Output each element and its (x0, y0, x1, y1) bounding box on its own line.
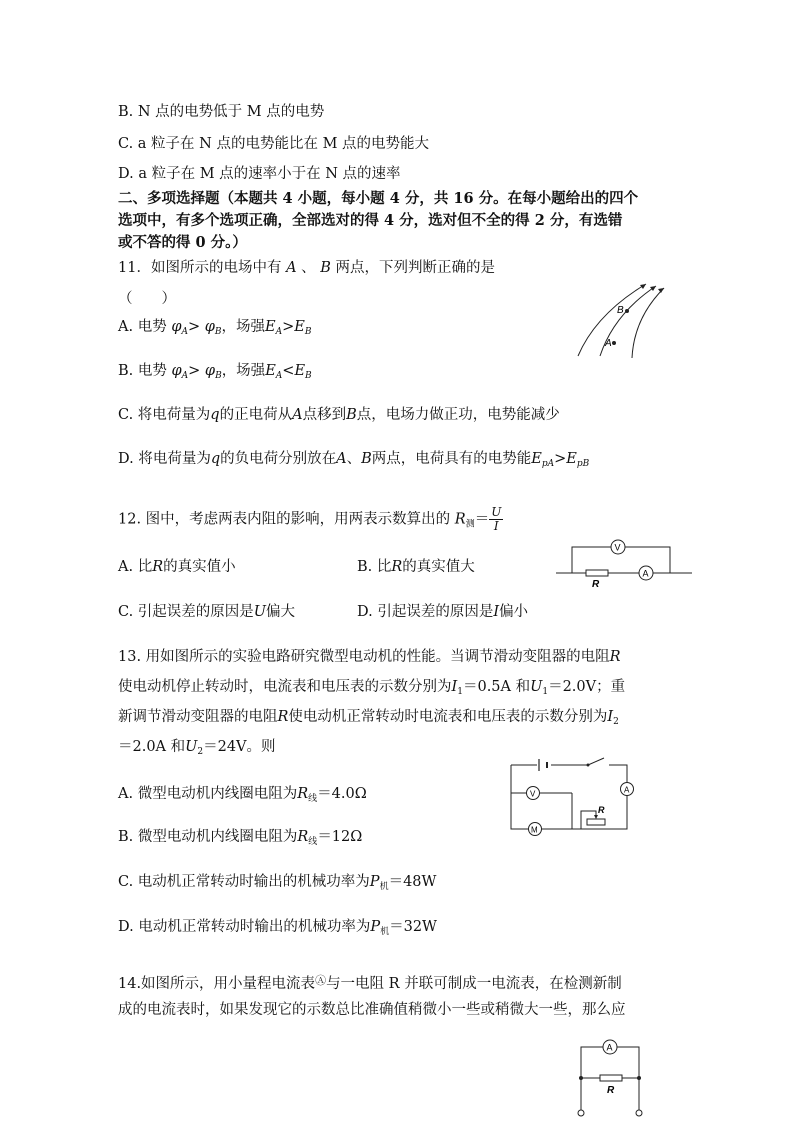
q13-option-a (118, 785, 367, 808)
q13-line3 (118, 708, 619, 731)
q13-option-a-text: A. 微型电动机内线圈电阻为 (118, 786, 298, 802)
q13-ammeter-label: A (624, 785, 630, 795)
q12-option-c-text: 偏大 (266, 604, 296, 620)
q12-option-d-label: D. 引起误差的原因是 (357, 604, 494, 620)
q13-option-d-p: P (370, 919, 381, 935)
q13-option-b-sub: 线 (308, 837, 318, 847)
q11-option-b-field-label: ，场强 (221, 363, 266, 379)
q13-line2-i-sub: 1 (457, 687, 463, 697)
q12-frac-i: I (493, 519, 499, 533)
q12-option-c-label: C. 引起误差的原因是 (118, 604, 254, 620)
point-b-dot (625, 309, 629, 313)
q11-stem-separator: 、 (301, 260, 316, 276)
q13-option-c-sub: 机 (379, 882, 389, 892)
q12-option-d-text: 偏小 (499, 604, 529, 620)
q13-line2 (118, 678, 625, 701)
q11-option-c-b: B (346, 407, 357, 423)
q13-line4-text2: ＝24V。则 (203, 739, 276, 755)
q11-option-a: A. 电势 $\varphi_A> \varphi_B$，场强$E_A>E_B$ (118, 319, 312, 337)
q12-option-b: B. 比R的真实值大 (357, 559, 475, 575)
rheostat-arrow (594, 815, 598, 819)
q13-line1-text: 13. 用如图所示的实验电路研究微型电动机的性能。当调节滑动变阻器的电阻 (118, 649, 610, 665)
q11-option-d-b: B (361, 451, 372, 467)
q12-option-b-label: B. 比 (357, 559, 392, 575)
rheostat-label: R (598, 805, 605, 815)
q11-option-c-text2: 的正电荷从 (219, 407, 293, 423)
q11-option-d-a: A (336, 451, 347, 467)
section2-heading-line3: 或不答的得 0 分。） (118, 234, 247, 251)
q11-option-c-text: C. 将电荷量为 (118, 407, 211, 423)
resistor-label: R (592, 579, 600, 590)
q11-option-a-field-label: ，场强 (221, 319, 266, 335)
q13-line1 (118, 648, 621, 666)
q13-line4-u-sub: 2 (197, 747, 204, 757)
q11-option-d-sep: 、 (346, 451, 362, 467)
q11-stem-point-a: A (286, 260, 297, 276)
q12-option-a-text: 的真实值小 (163, 559, 236, 575)
q14-line1-text2: 与一电阻 R 并联可制成一电流表，在检测新制 (326, 976, 622, 992)
q10-option-b: B. N 点的电势低于 M 点的电势 (118, 104, 325, 120)
q12-option-b-text: 的真实值大 (402, 559, 475, 575)
q12-fraction (489, 506, 503, 533)
q13-line2-text2: ＝0.5A 和 (462, 679, 531, 695)
q11-option-d-text4: 两点，电荷具有的电势能 (371, 451, 532, 467)
point-a-label: A (605, 338, 612, 349)
q11-option-b: B. 电势 $\varphi_A> \varphi_B$，场强$E_A<E_B$ (118, 363, 312, 381)
q12-option-c-u: U (253, 604, 267, 620)
q12-r: R (454, 511, 466, 528)
arrow-head-2 (650, 286, 656, 291)
q13-line4-text: ＝2.0A 和 (118, 739, 186, 755)
q11-option-c-q: q (210, 407, 220, 423)
q11-option-d-text2: 的负电荷分别放在 (220, 451, 337, 467)
q13-option-c-p: P (369, 874, 380, 890)
q13-line3-text2: 使电动机正常转动时电流表和电压表的示数分别为 (288, 709, 608, 725)
point-a-dot (612, 341, 616, 345)
q12-option-d-i: I (493, 604, 500, 620)
q14-line2: 成的电流表时，如果发现它的示数总比准确值稍微小一些或稍微大一些，那么应 (118, 1002, 626, 1018)
q13-option-c-value: ＝48W (388, 874, 437, 890)
q14-circuit-figure (574, 1038, 654, 1120)
q11-answer-paren: （ ） (118, 291, 176, 307)
point-b-label: B (617, 305, 624, 316)
q11-stem-text-end: 两点，下列判断正确的是 (335, 260, 496, 276)
q13-line1-r: R (609, 649, 621, 665)
q14-resistor-label: R (607, 1085, 615, 1096)
q11-field-figure (572, 278, 672, 360)
q11-option-a-label: A. 电势 (118, 319, 167, 335)
q11-option-c-a: A (292, 407, 303, 423)
q14-line1 (118, 972, 622, 993)
q11-stem (118, 259, 495, 277)
q11-option-d-q: q (210, 451, 221, 467)
field-line-1 (578, 284, 646, 356)
q14-resistor-symbol (600, 1075, 622, 1081)
q13-line2-u: U (530, 679, 543, 695)
q12-stem (118, 506, 503, 534)
q11-option-c-text3: 点移到 (302, 407, 347, 423)
q13-option-b (118, 828, 362, 851)
q11-stem-text: 11．如图所示的电场中有 (118, 260, 282, 276)
q10-option-c: C. a 粒子在 N 点的电势能比在 M 点的电势能大 (118, 136, 430, 152)
q13-option-c-text: C. 电动机正常转动时输出的机械功率为 (118, 874, 370, 890)
q10-option-d: D. a 粒子在 M 点的速率小于在 N 点的速率 (118, 166, 401, 182)
q14-ammeter-label: A (606, 1042, 613, 1053)
q12-option-d (357, 603, 528, 621)
arrow-head-1 (640, 284, 646, 289)
q11-option-b-label: B. 电势 (118, 363, 167, 379)
resistor-symbol (586, 570, 608, 576)
q12-frac-u: U (491, 505, 502, 519)
q11-option-c (118, 406, 560, 424)
q13-option-d (118, 918, 437, 941)
q13-line3-i: I (607, 709, 614, 725)
q13-line2-i: I (451, 679, 458, 695)
q13-line4-u: U (185, 739, 198, 755)
ammeter-label: A (642, 568, 649, 579)
q12-option-a: A. 比R的真实值小 (118, 559, 236, 575)
q13-option-d-sub: 机 (380, 927, 390, 937)
q11-option-d: D. 将电荷量为q的负电荷分别放在A、B两点，电荷具有的电势能$E_{pA}>E_{pB}$ (118, 451, 590, 469)
q13-option-d-text: D. 电动机正常转动时输出的机械功率为 (118, 919, 371, 935)
q13-option-a-r: R (297, 786, 309, 802)
q13-line4 (118, 738, 276, 761)
terminal-left (578, 1110, 584, 1116)
q12-option-c (118, 603, 295, 621)
field-line-3 (632, 288, 664, 358)
q13-option-b-value: ＝12Ω (317, 829, 363, 845)
q13-option-d-value: ＝32W (389, 919, 437, 935)
voltmeter-label: V (614, 542, 621, 553)
q13-line2-text: 使电动机停止转动时，电流表和电压表的示数分别为 (118, 679, 452, 695)
arrow-head-3 (658, 288, 664, 293)
q11-option-c-text4: 点，电场力做正功，电势能减少 (356, 407, 560, 423)
section2-heading-line2: 选项中，有多个选项正确，全部选对的得 4 分，选对但不全的得 2 分，有选错 (118, 212, 623, 229)
terminal-right (636, 1110, 642, 1116)
q13-line3-text: 新调节滑动变阻器的电阻 (118, 709, 278, 725)
q11-option-d-text: D. 将电荷量为 (118, 451, 211, 467)
q12-stem-text: 12. 图中，考虑两表内阻的影响，用两表示数算出的 (118, 511, 451, 528)
q13-option-b-r: R (297, 829, 309, 845)
q13-line2-u-sub: 1 (542, 687, 549, 697)
motor-label: M (531, 825, 538, 835)
q13-line3-r: R (277, 709, 289, 725)
section2-heading-line1: 二、多项选择题（本题共 4 小题，每小题 4 分，共 16 分。在每小题给出的四个 (118, 190, 639, 207)
q12-equals: ＝ (474, 511, 490, 528)
q12-option-a-label: A. 比 (118, 559, 153, 575)
q13-option-c (118, 873, 436, 896)
q13-circuit-figure (507, 755, 633, 835)
q13-option-b-text: B. 微型电动机内线圈电阻为 (118, 829, 298, 845)
q13-voltmeter-label: V (530, 789, 536, 799)
rheostat-symbol (587, 819, 605, 825)
q12-r-sub: 测 (465, 519, 475, 530)
q11-stem-point-b: B (320, 260, 331, 276)
q13-line3-i-sub: 2 (613, 717, 619, 727)
q12-circuit-figure (556, 538, 696, 594)
q13-option-a-value: ＝4.0Ω (317, 786, 367, 802)
q13-line2-text3: ＝2.0V；重 (548, 679, 626, 695)
ammeter-symbol-icon: Ⓐ (315, 974, 327, 987)
q13-option-a-sub: 线 (308, 794, 318, 804)
q14-line1-text: 14.如图所示，用小量程电流表 (118, 976, 316, 992)
